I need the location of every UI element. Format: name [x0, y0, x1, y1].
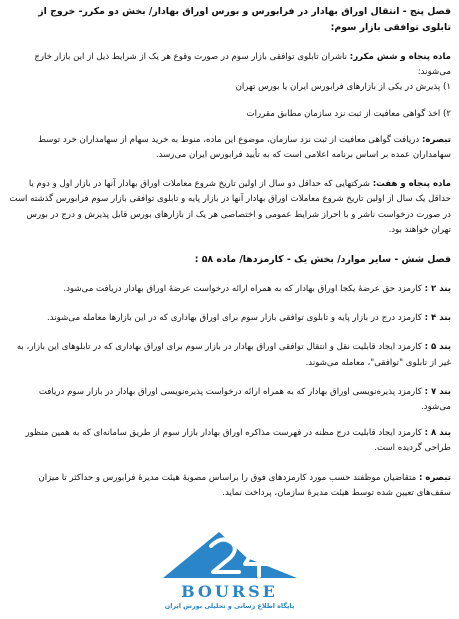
article-55-item-1: ۱) پذیرش در یکی از بازارهای فرابورس ایران یا بورس تهران	[235, 82, 451, 93]
final-note-label: تبصره :	[418, 472, 451, 483]
clause-8-label: بند ۸ :	[424, 428, 451, 439]
article-55-paragraph	[8, 50, 451, 80]
article-55-note	[8, 133, 451, 163]
logo-mark-icon	[155, 522, 305, 582]
article-55-note-label: تبصره:	[421, 134, 451, 145]
bourse-logo	[0, 522, 459, 619]
document-body	[8, 4, 451, 501]
logo-subtitle: پایگاه اطلاع رسانی و تحلیلی بورس ایران	[164, 602, 295, 610]
article-55-item-2: ۲) اخذ گواهی معافیت از ثبت نزد سازمان مطابق مقررات	[246, 108, 451, 119]
clause-8-text: کارمزد ایجاد قابلیت درج مظنه در فهرست مذاکره اوراق بهادار بازار سوم از طریق سامانه‌ای که به همین منظور طراحی گردیده است.	[25, 428, 451, 454]
clause-5	[8, 340, 451, 370]
clause-4-text: کارمزد درج در بازار پایه و تابلوی توافقی بازار سوم برای اوراق بهاداری که در این بازارها معامله می‌شوند.	[47, 313, 422, 324]
clause-4	[8, 311, 451, 326]
clause-5-text: کارمزد ایجاد قابلیت نقل و انتقال توافقی اوراق بهادار در بازار سوم برای اوراق بهاداری که در تابلوهای این بازار، به غیر از تابلوی "توافقی"، معامله می‌شوند.	[16, 342, 451, 368]
clause-2	[8, 282, 451, 297]
clause-2-label: بند ۲ :	[424, 284, 451, 295]
article-55-title: ماده پنجاه و شش مکرر:	[349, 52, 451, 62]
clause-4-label: بند ۴ :	[424, 313, 451, 324]
clause-7-text: کارمزد پذیره‌نویسی اوراق بهادار که به همراه ارائه درخواست پذیره‌نویسی اوراق بهادار در بازار سوم دریافت می‌شود.	[38, 386, 451, 413]
article-55-text: ناشران تابلوی توافقی بازار سوم در صورت وقوع هر یک از شرایط ذیل از این بازار خارج می‌شوند:	[34, 52, 451, 78]
chapter-6-title: فصل شش - سایر موارد/ بخش یک - کارمزدها/ ماده ۵۸ :	[194, 254, 451, 266]
article-57-text: شرکتهایی که حداقل دو سال از اولین تاریخ شروع معاملات اوراق بهادار آنها در بازار اول و دوم یا حداقل یک سال از اولین تاریخ شروع معاملات اوراق بهادار آنها در بازار پایه و تابلوی توافقی بازار سوم فرابورس گذشته است در صورت درخواست ناشر و با احراز شرایط عمومی و اختصاصی هر یک از بازارهای بورس قابل پذیرش و درج در بورس تهران خواهند بود.	[9, 179, 451, 235]
final-note-text: متقاضیان موظفند حسب مورد کارمزدهای فوق را براساس مصوبهٔ هیئت مدیرهٔ فرابورس و حداکثر تا میزان سقف‌های تعیین شده توسط هیئت مدیرهٔ سازمان، پرداخت نماید.	[38, 472, 451, 498]
logo-wordmark: BOURSE	[181, 582, 278, 601]
clause-8	[8, 426, 451, 456]
chapter-title: فصل پنج - انتقال اوراق بهادار در فرابورس و بورس اوراق بهادار/ بخش دو مکرر- خروج از تابلوی توافقی بازار سوم:	[38, 6, 451, 33]
clause-2-text: کارمزد حق عرضهٔ یکجا اوراق بهادار که به همراه ارائه درخواست عرضهٔ اوراق بهادار دریافت می‌شود.	[63, 284, 422, 295]
final-note	[8, 471, 451, 501]
article-57-title: ماده پنجاه و هفت:	[372, 179, 451, 190]
clause-7	[8, 385, 451, 415]
clause-7-label: بند ۷ :	[424, 386, 451, 397]
clause-5-label: بند ۵ :	[424, 342, 451, 353]
article-57-paragraph	[8, 177, 451, 238]
article-55-note-text: دریافت گواهی معافیت از ثبت نزد سازمان، موضوع این ماده، منوط به خرید سهام از سهامداران خرد توسط سهامداران عمده بر اساس برنامه اعلامی است که به تأیید فرابورس ایران می‌رسد.	[37, 134, 451, 161]
